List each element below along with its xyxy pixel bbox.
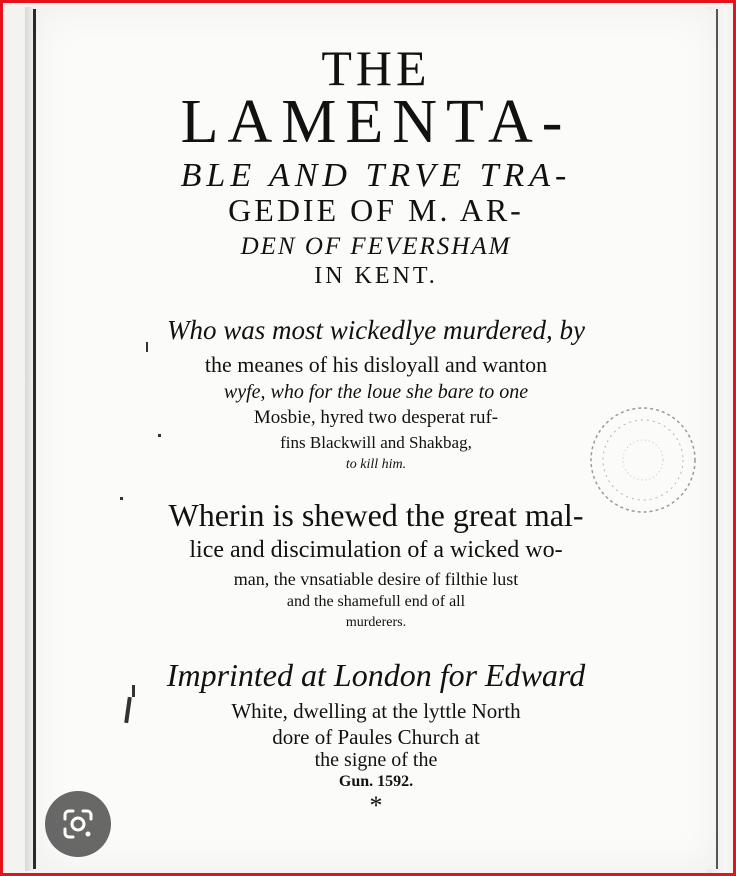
google-lens-button[interactable] (45, 791, 111, 857)
title-line-5: DEN OF FEVERSHAM (240, 233, 512, 260)
title-line-6: IN KENT. (314, 263, 438, 289)
description-line-2: lice and discimulation of a wicked wo- (189, 537, 563, 563)
library-stamp (584, 401, 702, 519)
description-line-4: and the shamefull end of all (286, 593, 466, 610)
imprint-line-2: White, dwelling at the lyttle North (231, 699, 521, 723)
title-line-2: LAMENTA- (180, 88, 572, 156)
description-line-3: man, the vnsatiable desire of filthie lust (233, 569, 519, 589)
subtitle-line-1: Who was most wickedlye murdered, by (167, 315, 585, 345)
imprint-line-4: the signe of the (314, 749, 438, 771)
title-page (33, 9, 718, 869)
imprint-line-5: Gun. 1592. (338, 773, 414, 790)
description-line-5: murderers. (345, 615, 407, 630)
subtitle-line-4: Mosbie, hyred two desperat ruf- (253, 407, 499, 428)
title-line-4: GEDIE OF M. AR- (228, 192, 524, 228)
imprint-line-1: Imprinted at London for Edward (166, 657, 586, 693)
subtitle-line-5: fins Blackwill and Shakbag, (280, 433, 472, 452)
description-line-1: Wherin is shewed the great mal- (168, 497, 584, 533)
title-line-1: THE (321, 40, 431, 96)
subtitle-line-2: the meanes of his disloyall and wanton (204, 352, 548, 377)
imprint-line-3: dore of Paules Church at (272, 725, 480, 749)
title-line-3: BLE AND TRVE TRA- (180, 157, 572, 194)
google-lens-icon (61, 807, 95, 841)
subtitle-line-3: wyfe, who for the loue she bare to one (223, 381, 529, 403)
ornament-asterisk: * (369, 791, 383, 820)
subtitle-line-6: to kill him. (345, 457, 407, 472)
